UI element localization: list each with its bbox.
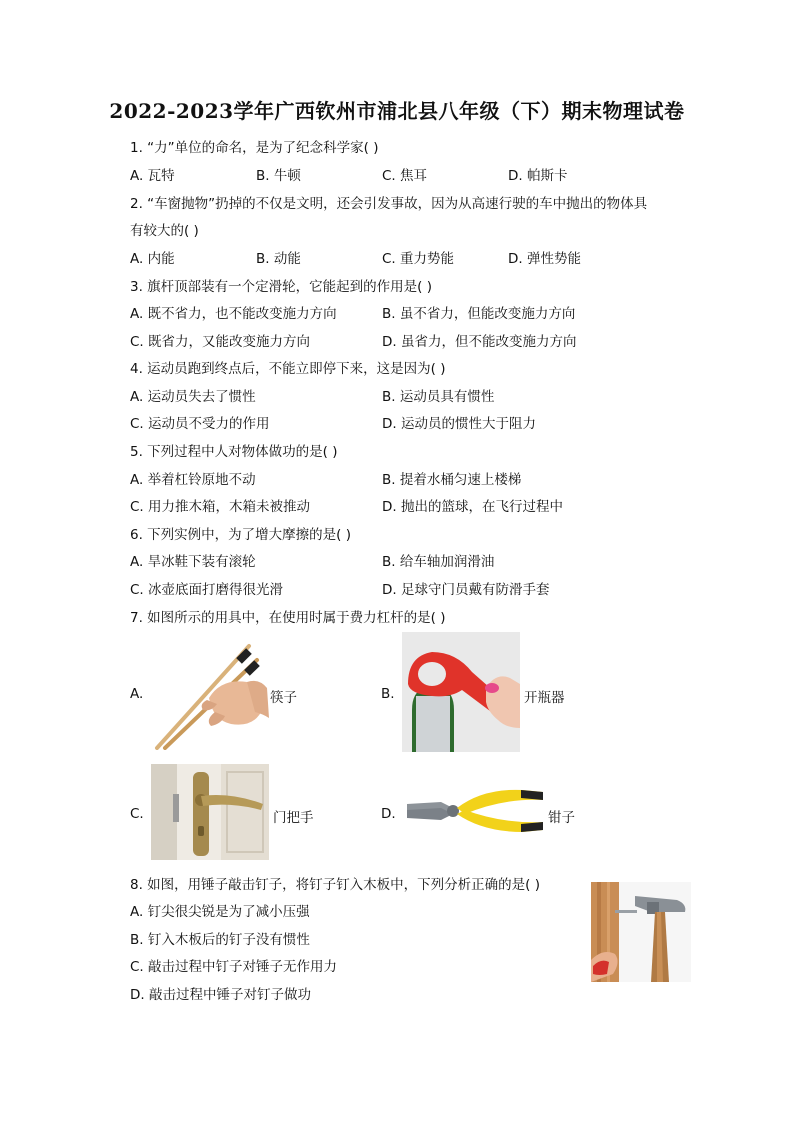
q1-option-a[interactable]: A. 瓦特 <box>130 168 175 184</box>
question-6-options-row1 <box>130 552 690 572</box>
bottle-opener-image <box>402 632 520 752</box>
q2-option-d[interactable]: D. 弹性势能 <box>508 251 581 267</box>
exam-title: 2022-2023学年广西钦州市浦北县八年级（下）期末物理试卷 <box>109 99 685 123</box>
q4-option-a[interactable]: A. 运动员失去了惯性 <box>130 389 256 405</box>
q7-option-a[interactable]: A. <box>130 686 144 702</box>
question-8-stem: 8. 如图，用锤子敲击钉子，将钉子钉入木板中，下列分析正确的是( ) <box>130 877 540 893</box>
q7-caption-b: 开瓶器 <box>524 690 565 706</box>
q1-option-d[interactable]: D. 帕斯卡 <box>508 168 568 184</box>
q8-option-c[interactable]: C. 敲击过程中钉子对锤子无作用力 <box>130 959 338 975</box>
question-2-stem: 2. “车窗抛物”扔掉的不仅是文明，还会引发事故，因为从高速行驶的车中抛出的物体具 <box>130 196 648 212</box>
question-4-stem: 4. 运动员跑到终点后，不能立即停下来，这是因为( ) <box>130 361 446 377</box>
q6-option-a[interactable]: A. 旱冰鞋下装有滚轮 <box>130 554 256 570</box>
question-2-stem-cont: 有较大的( ) <box>130 223 199 239</box>
q6-option-d[interactable]: D. 足球守门员戴有防滑手套 <box>382 582 550 598</box>
q5-option-c[interactable]: C. 用力推木箱，木箱未被推动 <box>130 499 311 515</box>
question-5-stem: 5. 下列过程中人对物体做功的是( ) <box>130 444 338 460</box>
q2-option-b[interactable]: B. 动能 <box>256 251 301 267</box>
question-4-options-row1 <box>130 387 690 407</box>
q4-option-d[interactable]: D. 运动员的惯性大于阻力 <box>382 416 536 432</box>
q7-option-b[interactable]: B. <box>381 686 395 702</box>
q6-option-b[interactable]: B. 给车轴加润滑油 <box>382 554 495 570</box>
q3-option-a[interactable]: A. 既不省力，也不能改变施力方向 <box>130 306 337 322</box>
q2-option-a[interactable]: A. 内能 <box>130 251 175 267</box>
question-5-options-row2 <box>130 497 690 517</box>
question-3-stem: 3. 旗杆顶部装有一个定滑轮，它能起到的作用是( ) <box>130 279 432 295</box>
pliers-image <box>403 780 545 842</box>
q1-option-b[interactable]: B. 牛顿 <box>256 168 301 184</box>
question-2-options <box>130 249 690 269</box>
q3-option-d[interactable]: D. 虽省力，但不能改变施力方向 <box>382 334 577 350</box>
q7-option-c[interactable]: C. <box>130 806 144 822</box>
question-3-options-row2 <box>130 332 690 352</box>
question-5-options-row1 <box>130 470 690 490</box>
q4-option-c[interactable]: C. 运动员不受力的作用 <box>130 416 270 432</box>
q8-option-d[interactable]: D. 敲击过程中锤子对钉子做功 <box>130 987 311 1003</box>
question-7-stem: 7. 如图所示的用具中，在使用时属于费力杠杆的是( ) <box>130 610 446 626</box>
q4-option-b[interactable]: B. 运动员具有惯性 <box>382 389 495 405</box>
q7-caption-c: 门把手 <box>273 810 314 826</box>
question-6-options-row2 <box>130 580 690 600</box>
q5-option-d[interactable]: D. 抛出的篮球，在飞行过程中 <box>382 499 563 515</box>
q3-option-c[interactable]: C. 既省力，又能改变施力方向 <box>130 334 311 350</box>
question-1-stem: 1. “力”单位的命名，是为了纪念科学家( ) <box>130 140 379 156</box>
q5-option-a[interactable]: A. 举着杠铃原地不动 <box>130 472 256 488</box>
question-6-stem: 6. 下列实例中，为了增大摩擦的是( ) <box>130 527 351 543</box>
q8-option-b[interactable]: B. 钉入木板后的钉子没有惯性 <box>130 932 310 948</box>
q8-option-a[interactable]: A. 钉尖很尖锐是为了减小压强 <box>130 904 310 920</box>
q1-option-c[interactable]: C. 焦耳 <box>382 168 428 184</box>
q5-option-b[interactable]: B. 提着水桶匀速上楼梯 <box>382 472 522 488</box>
chopsticks-image <box>151 638 269 750</box>
q7-option-d[interactable]: D. <box>381 806 396 822</box>
door-handle-image <box>151 764 269 860</box>
q2-option-c[interactable]: C. 重力势能 <box>382 251 455 267</box>
question-3-options-row1 <box>130 304 690 324</box>
q7-caption-a: 筷子 <box>270 690 297 706</box>
hammer-nail-image <box>591 882 691 982</box>
question-4-options-row2 <box>130 414 690 434</box>
question-1-options <box>130 166 690 186</box>
q6-option-c[interactable]: C. 冰壶底面打磨得很光滑 <box>130 582 284 598</box>
q7-caption-d: 钳子 <box>548 810 575 826</box>
q3-option-b[interactable]: B. 虽不省力，但能改变施力方向 <box>382 306 576 322</box>
